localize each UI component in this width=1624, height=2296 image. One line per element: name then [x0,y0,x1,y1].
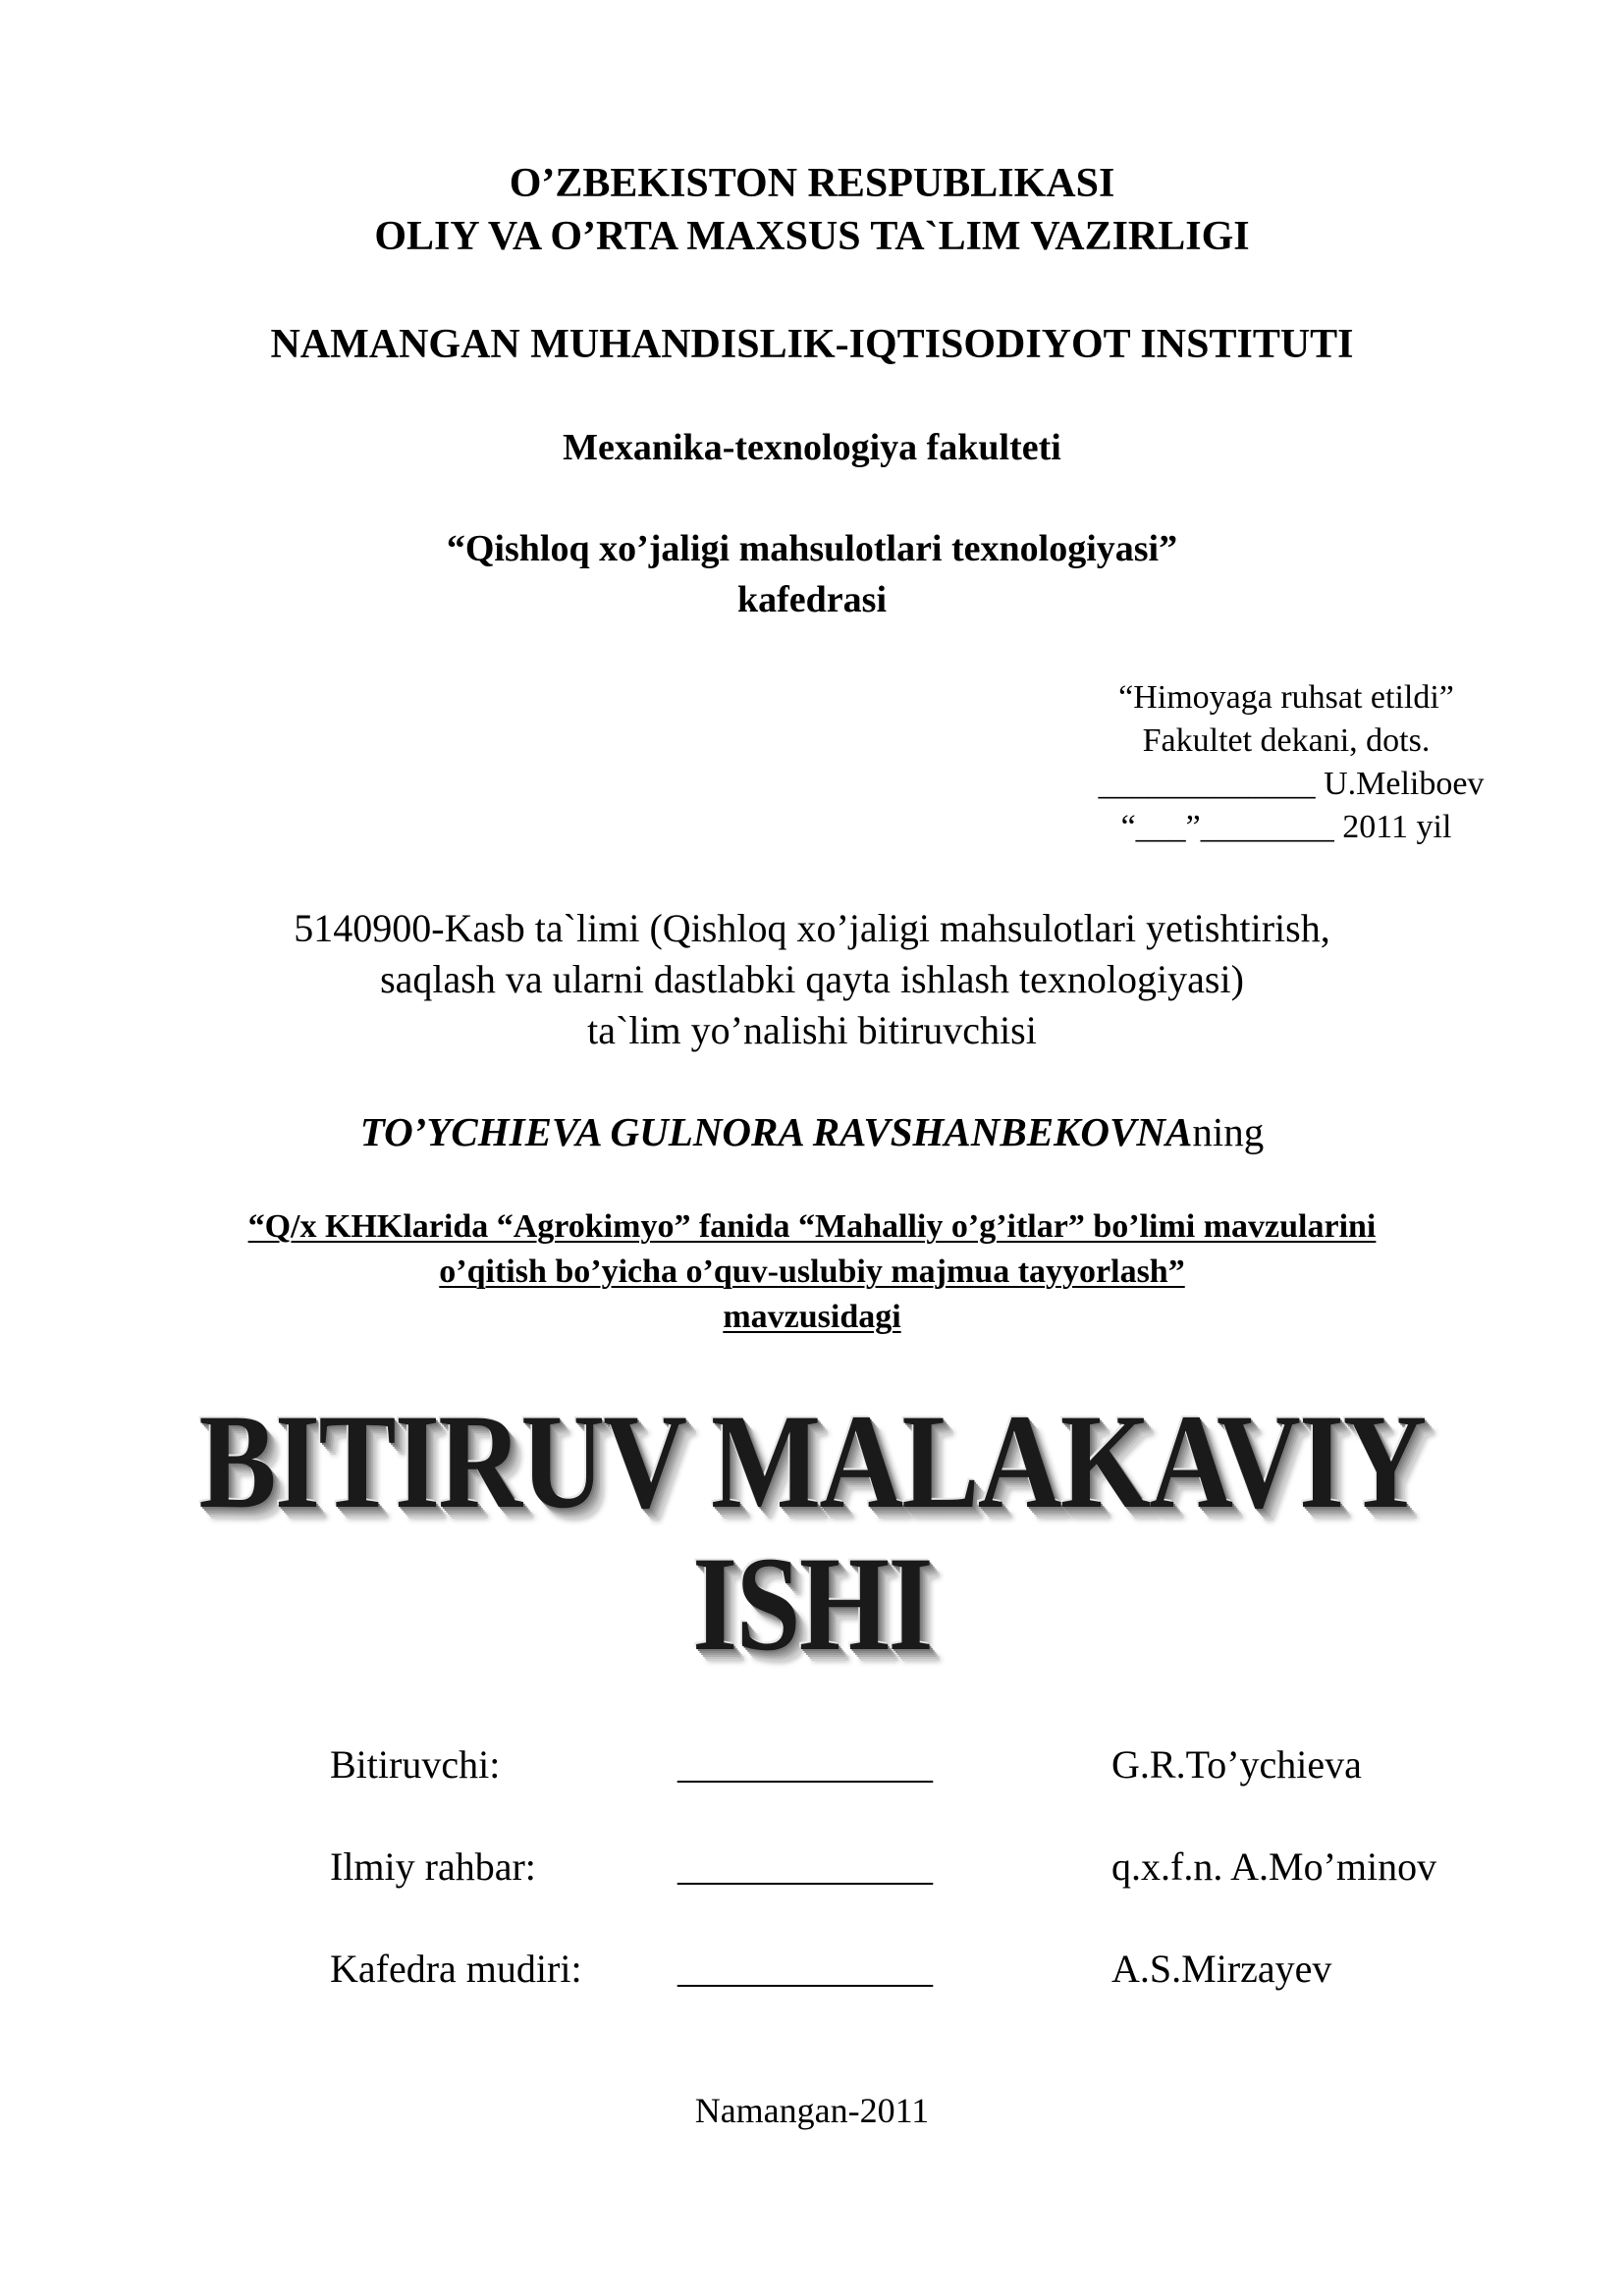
student-name-suffix: ning [1192,1109,1265,1154]
signature-label: Ilmiy rahbar: [330,1844,536,1889]
signature-label: Bitiruvchi: [330,1742,501,1787]
signature-line: _____________ [677,1742,933,1787]
faculty-heading: Mexanika-texnologiya fakulteti [563,427,1061,468]
topic-line-1: “Q/x KHKlarida “Agrokimyo” fanida “Mahalliy o’g’itlar” bo’limi mavzularini [247,1208,1377,1245]
city-year: Namangan-2011 [694,2091,930,2130]
approval-date: “___”________ 2011 yil [1120,809,1452,845]
signature-label: Kafedra mudiri: [330,1947,582,1991]
ministry-heading: OLIY VA O’RTA MAXSUS TA`LIM VAZIRLIGI [374,214,1250,259]
topic-line-2: o’qitish bo’yicha o’quv-uslubiy majmua tayyorlash” [439,1254,1185,1290]
approval-dean: Fakultet dekani, dots. [1142,722,1431,759]
approval-signature: _____________ U.Meliboev [1098,766,1485,802]
specialty-line-3: ta`lim yo’nalishi bitiruvchisi [587,1008,1037,1052]
work-title-line-1: BITIRUV MALAKAVIY [198,1386,1426,1536]
republic-heading: O’ZBEKISTON RESPUBLIKASI [509,161,1115,206]
topic-line-3: mavzusidagi [723,1299,901,1335]
institute-heading: NAMANGAN MUHANDISLIK-IQTISODIYOT INSTITUTI [270,322,1354,367]
student-name: TO’YCHIEVA GULNORA RAVSHANBEKOVNA [359,1109,1193,1154]
approval-title: “Himoyaga ruhsat etildi” [1118,679,1454,716]
specialty-line-2: saqlash va ularni dastlabki qayta ishlash texnologiyasi) [380,957,1244,1001]
student-name-line [0,1109,1624,1154]
department-name: “Qishloq xo’jaligi mahsulotlari texnologiyasi” [446,528,1178,569]
signature-line: _____________ [677,1947,933,1991]
signature-line: _____________ [677,1844,933,1889]
signature-name: q.x.f.n. A.Mo’minov [1111,1844,1437,1889]
specialty-line-1: 5140900-Kasb ta`limi (Qishloq xo’jaligi mahsulotlari yetishtirish, [294,906,1330,950]
signature-name: G.R.To’ychieva [1111,1742,1362,1787]
department-suffix: kafedrasi [737,579,887,620]
signature-name: A.S.Mirzayev [1111,1947,1332,1991]
work-title-line-2: ISHI [692,1528,932,1679]
